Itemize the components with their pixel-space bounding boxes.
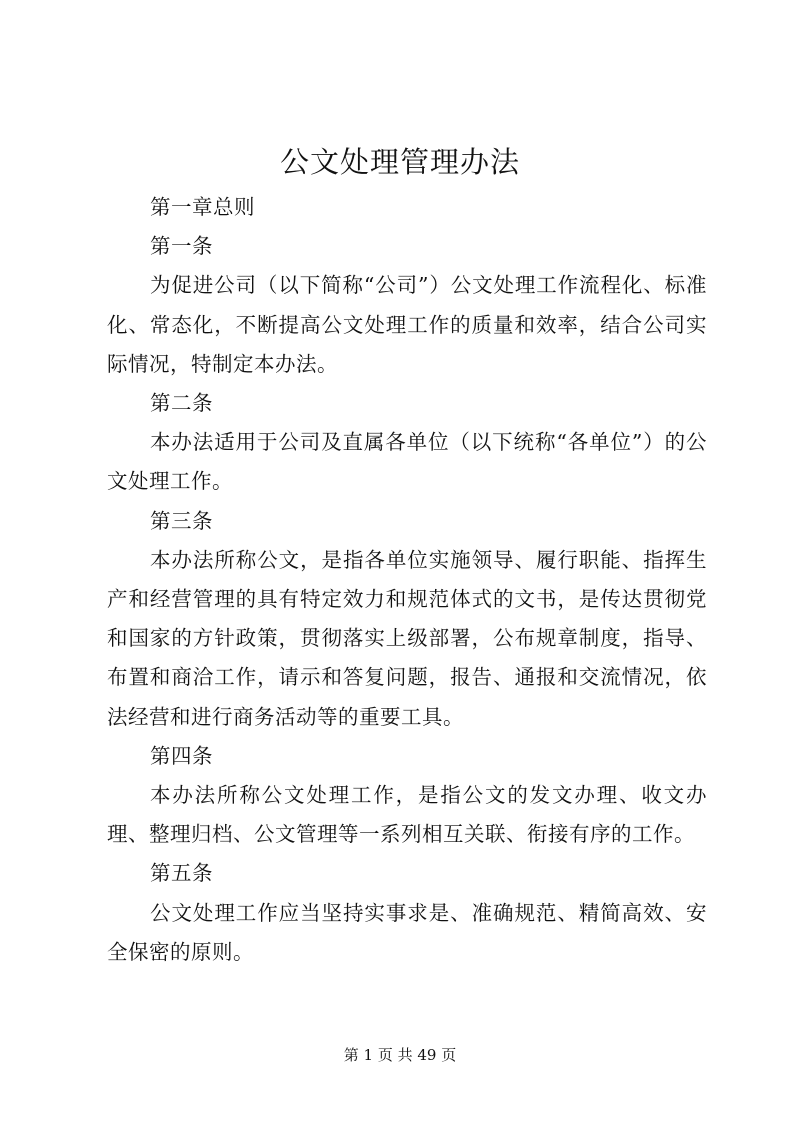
article-paragraph: 本办法所称公文处理工作，是指公文的发文办理、收文办理、整理归档、公文管理等一系列相互关联、衔接有序的工作。 <box>107 783 707 847</box>
article-heading: 第二条 <box>150 391 213 416</box>
article-paragraph: 为促进公司（以下简称“公司”）公文处理工作流程化、标准化、常态化，不断提高公文处理工作的质量和效率，结合公司实际情况，特制定本办法。 <box>107 273 707 376</box>
article-heading: 第一条 <box>150 234 213 259</box>
article-heading: 第五条 <box>150 861 213 886</box>
document-title: 公文处理管理办法 <box>279 145 520 179</box>
document-body <box>107 188 707 972</box>
page-number: 第 1 页 共 49 页 <box>343 1046 457 1064</box>
article-paragraph: 本办法所称公文，是指各单位实施领导、履行职能、指挥生产和经营管理的具有特定效力和规范体式的文书，是传达贯彻党和国家的方针政策，贯彻落实上级部署，公布规章制度，指导、布置和商洽工作，请示和答复问题，报告、通报和交流情况，依法经营和进行商务活动等的重要工具。 <box>107 547 707 729</box>
article-heading: 第三条 <box>150 508 213 533</box>
chapter-heading: 第一章总则 <box>150 195 255 219</box>
article-paragraph: 公文处理工作应当坚持实事求是、准确规范、精简高效、安全保密的原则。 <box>107 900 707 964</box>
article-paragraph: 本办法适用于公司及直属各单位（以下统称“各单位”）的公文处理工作。 <box>107 430 707 494</box>
article-heading: 第四条 <box>150 743 213 768</box>
